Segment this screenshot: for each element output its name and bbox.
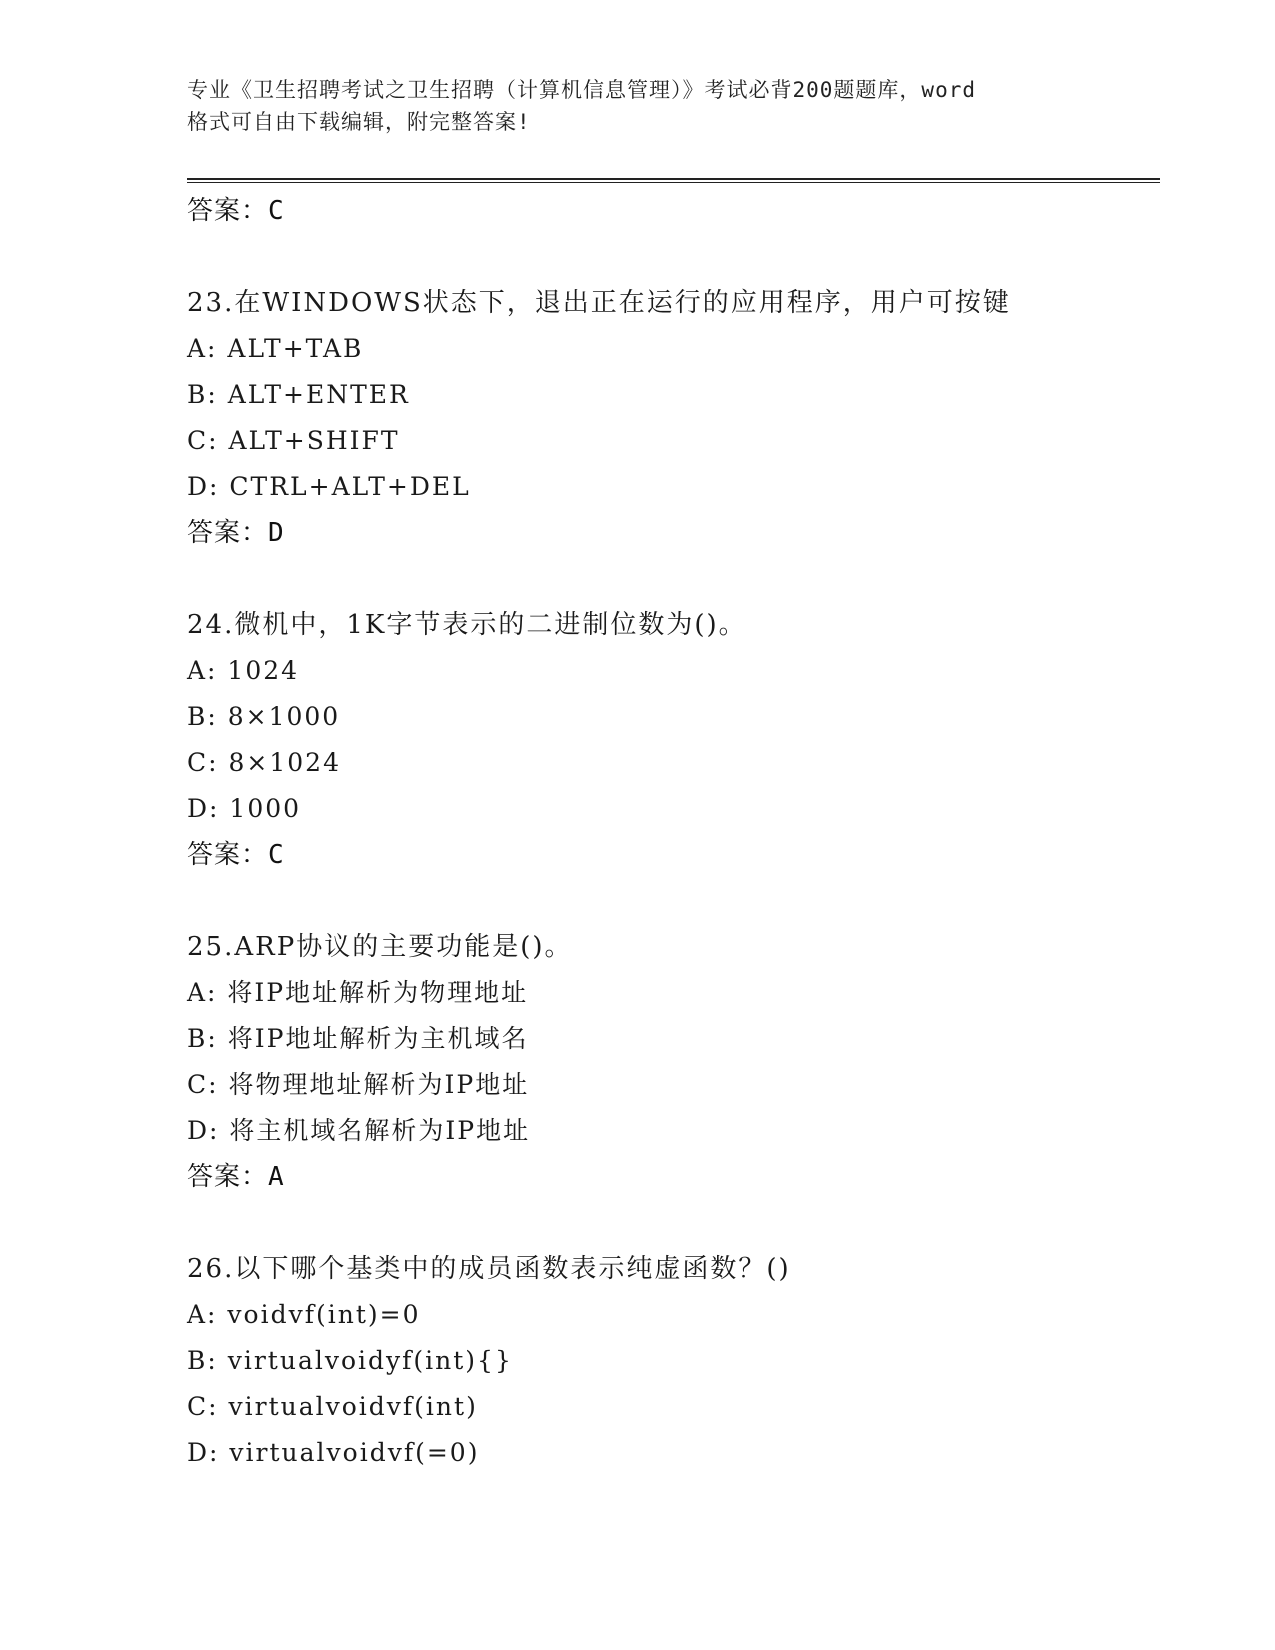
previous-answer: 答案：C — [187, 196, 285, 226]
option-b: B: 8×1000 — [187, 702, 341, 731]
option-d: D: 将主机域名解析为IP地址 — [187, 1116, 531, 1145]
question-block-25 — [187, 924, 1147, 1200]
question-block-26 — [187, 1246, 1147, 1476]
answer-line: 答案：A — [187, 1162, 285, 1192]
header-title-line-2: 格式可自由下载编辑，附完整答案! — [187, 110, 531, 134]
option-b: B: ALT+ENTER — [187, 380, 410, 409]
spacer — [187, 556, 1147, 602]
question-block-23 — [187, 280, 1147, 556]
option-c: C: 8×1024 — [187, 748, 341, 777]
answer-line: 答案：C — [187, 840, 285, 870]
option-b: B: virtualvoidyf(int){} — [187, 1346, 513, 1375]
option-c: C: virtualvoidvf(int) — [187, 1392, 478, 1421]
question-text: 23.在WINDOWS状态下，退出正在运行的应用程序，用户可按键 — [187, 288, 1011, 318]
option-c: C: 将物理地址解析为IP地址 — [187, 1070, 530, 1099]
question-list — [187, 188, 1147, 1476]
option-a: A: 将IP地址解析为物理地址 — [187, 978, 529, 1007]
answer-line: 答案：D — [187, 518, 285, 548]
question-block-24 — [187, 602, 1147, 878]
option-d: D: 1000 — [187, 794, 302, 823]
option-b: B: 将IP地址解析为主机域名 — [187, 1024, 529, 1053]
option-a: A: voidvf(int)=0 — [187, 1300, 421, 1329]
spacer — [187, 878, 1147, 924]
spacer — [187, 1200, 1147, 1246]
option-d: D: CTRL+ALT+DEL — [187, 472, 471, 501]
option-a: A: ALT+TAB — [187, 334, 364, 363]
question-text: 25.ARP协议的主要功能是()。 — [187, 932, 573, 962]
option-a: A: 1024 — [187, 656, 300, 685]
spacer — [187, 234, 1147, 280]
option-c: C: ALT+SHIFT — [187, 426, 400, 455]
question-text: 26.以下哪个基类中的成员函数表示纯虚函数？() — [187, 1254, 791, 1284]
question-text: 24.微机中，1K字节表示的二进制位数为()。 — [187, 610, 747, 640]
header-title-line-1: 专业《卫生招聘考试之卫生招聘（计算机信息管理）》考试必背200题题库，word — [187, 78, 976, 102]
header-divider — [187, 178, 1160, 183]
page-header — [187, 74, 1087, 138]
option-d: D: virtualvoidvf(=0) — [187, 1438, 480, 1467]
